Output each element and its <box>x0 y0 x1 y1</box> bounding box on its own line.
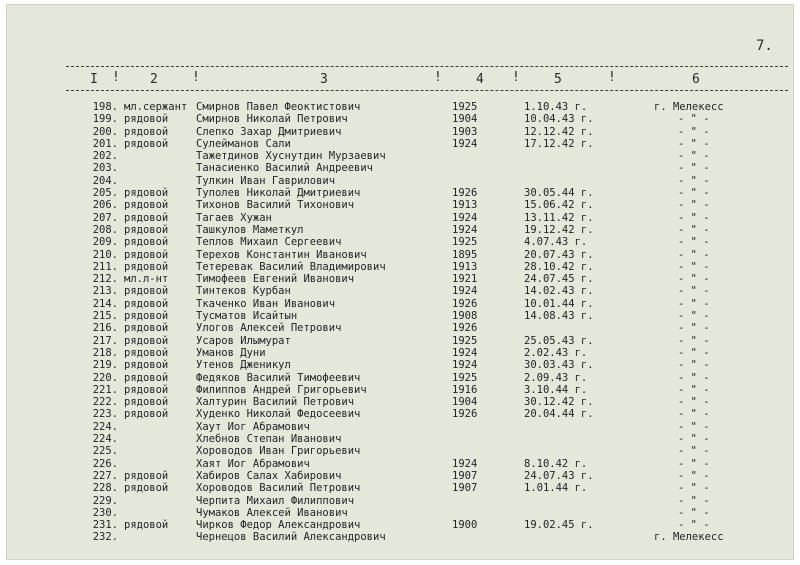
row-rank: рядовой <box>124 310 169 323</box>
row-rank: рядовой <box>124 137 169 150</box>
row-number: 201. <box>92 137 118 150</box>
row-birth-year: 1925 <box>452 371 478 384</box>
table-row <box>6 113 794 125</box>
row-birth-year: 1907 <box>452 482 478 495</box>
row-place: - " - <box>678 174 710 187</box>
header-separator: ! <box>608 70 616 85</box>
row-place: - " - <box>678 396 710 409</box>
row-place: - " - <box>678 445 710 458</box>
row-date: 13.11.42 г. <box>524 211 594 224</box>
row-birth-year: 1925 <box>452 236 478 249</box>
table-row <box>6 482 794 494</box>
table-row <box>6 212 794 224</box>
row-date: 15.06.42 г. <box>524 199 594 212</box>
row-place: - " - <box>678 273 710 286</box>
header-top-rule <box>66 66 788 67</box>
header-separator: ! <box>434 70 442 85</box>
table-row <box>6 298 794 310</box>
row-rank: мл.сержант <box>124 101 188 113</box>
row-date: 20.04.44 г. <box>524 408 594 421</box>
row-date: 2.02.43 г. <box>524 346 588 359</box>
row-date: 30.12.42 г. <box>524 396 594 409</box>
table-row <box>6 126 794 138</box>
row-birth-year: 1907 <box>452 469 478 482</box>
table-row <box>6 519 794 531</box>
row-place: - " - <box>678 322 710 335</box>
row-full-name: Хороводов Василий Петрович <box>196 482 361 495</box>
header-col-3: 3 <box>320 72 329 87</box>
row-number: 227. <box>92 469 118 482</box>
row-full-name: Федяков Василий Тимофеевич <box>196 371 361 384</box>
row-place: - " - <box>678 248 710 261</box>
row-birth-year: 1916 <box>452 383 478 396</box>
table-row <box>6 372 794 384</box>
header-col-5: 5 <box>554 72 563 87</box>
row-date: 8.10.42 г. <box>524 457 588 470</box>
row-number: 218. <box>92 346 118 359</box>
row-place: - " - <box>678 150 710 163</box>
roster-table <box>6 101 794 544</box>
row-date: 10.04.43 г. <box>524 113 594 126</box>
row-full-name: Чумаков Алексей Иванович <box>196 506 348 519</box>
table-row <box>6 347 794 359</box>
row-date: 4.07.43 г. <box>524 236 588 249</box>
row-birth-year: 1924 <box>452 285 478 298</box>
row-place: - " - <box>678 223 710 236</box>
table-row <box>6 470 794 482</box>
row-date: 19.12.42 г. <box>524 223 594 236</box>
row-full-name: Тинтеков Курбан <box>196 285 291 298</box>
row-number: 200. <box>92 125 118 138</box>
row-birth-year: 1924 <box>452 346 478 359</box>
row-full-name: Халтурин Василий Петрович <box>196 396 355 409</box>
header-separator: ! <box>512 70 520 85</box>
row-date: 28.10.42 г. <box>524 260 594 273</box>
row-birth-year: 1895 <box>452 248 478 261</box>
row-birth-year: 1900 <box>452 519 478 532</box>
row-rank: рядовой <box>124 236 169 249</box>
row-full-name: Терехов Константин Иванович <box>196 248 367 261</box>
row-place: - " - <box>678 187 710 200</box>
header-separator: ! <box>192 70 200 85</box>
row-place: - " - <box>678 211 710 224</box>
table-row <box>6 261 794 273</box>
row-number: 203. <box>92 162 118 175</box>
row-number: 223. <box>92 408 118 421</box>
row-rank: рядовой <box>124 322 169 335</box>
row-number: 217. <box>92 334 118 347</box>
table-row <box>6 249 794 261</box>
row-rank: рядовой <box>124 359 169 372</box>
table-row <box>6 310 794 322</box>
row-birth-year: 1924 <box>452 457 478 470</box>
row-number: 220. <box>92 371 118 384</box>
row-date: 24.07.43 г. <box>524 469 594 482</box>
row-birth-year: 1926 <box>452 187 478 200</box>
row-date: 30.05.44 г. <box>524 187 594 200</box>
row-full-name: Хабиров Салах Хабирович <box>196 469 342 482</box>
row-number: 210. <box>92 248 118 261</box>
row-full-name: Смирнов Павел Феоктистович <box>196 101 361 113</box>
table-row <box>6 101 794 113</box>
row-rank: рядовой <box>124 334 169 347</box>
row-place: - " - <box>678 359 710 372</box>
row-full-name: Филиппов Андрей Григорьевич <box>196 383 367 396</box>
row-rank: рядовой <box>124 211 169 224</box>
row-full-name: Смирнов Николай Петрович <box>196 113 348 126</box>
row-place: - " - <box>678 482 710 495</box>
table-row <box>6 138 794 150</box>
row-full-name: Хороводов Иван Григорьевич <box>196 445 361 458</box>
table-row <box>6 458 794 470</box>
row-full-name: Уманов Дуни <box>196 346 266 359</box>
row-birth-year: 1924 <box>452 137 478 150</box>
row-place: - " - <box>678 236 710 249</box>
row-number: 206. <box>92 199 118 212</box>
row-birth-year: 1926 <box>452 322 478 335</box>
row-rank: рядовой <box>124 297 169 310</box>
row-place: - " - <box>678 519 710 532</box>
header-col-1: I <box>90 72 99 87</box>
header-col-6: 6 <box>692 72 701 87</box>
table-row <box>6 273 794 285</box>
row-date: 14.02.43 г. <box>524 285 594 298</box>
table-row <box>6 495 794 507</box>
row-rank: рядовой <box>124 199 169 212</box>
row-date: 1.01.44 г. <box>524 482 588 495</box>
table-row <box>6 199 794 211</box>
row-date: 17.12.42 г. <box>524 137 594 150</box>
row-place: - " - <box>678 420 710 433</box>
row-date: 24.07.45 г. <box>524 273 594 286</box>
row-rank: рядовой <box>124 519 169 532</box>
row-date: 25.05.43 г. <box>524 334 594 347</box>
row-rank: рядовой <box>124 408 169 421</box>
row-date: 20.07.43 г. <box>524 248 594 261</box>
row-rank: рядовой <box>124 223 169 236</box>
row-birth-year: 1926 <box>452 408 478 421</box>
row-number: 207. <box>92 211 118 224</box>
row-number: 222. <box>92 396 118 409</box>
row-number: 205. <box>92 187 118 200</box>
row-number: 224. <box>92 433 118 446</box>
table-row <box>6 507 794 519</box>
header-col-4: 4 <box>476 72 485 87</box>
row-number: 229. <box>92 494 118 507</box>
page-number: 7. <box>756 38 773 54</box>
row-number: 225. <box>92 445 118 458</box>
row-place: - " - <box>678 457 710 470</box>
row-full-name: Чернецов Василий Александрович <box>196 531 386 544</box>
row-number: 211. <box>92 260 118 273</box>
row-rank: рядовой <box>124 285 169 298</box>
row-full-name: Ткаченко Иван Иванович <box>196 297 336 310</box>
row-number: 230. <box>92 506 118 519</box>
row-birth-year: 1903 <box>452 125 478 138</box>
row-birth-year: 1925 <box>452 101 478 113</box>
row-full-name: Улогов Алексей Петрович <box>196 322 342 335</box>
row-date: 30.03.43 г. <box>524 359 594 372</box>
row-place: - " - <box>678 260 710 273</box>
row-full-name: Усаров Илымурат <box>196 334 291 347</box>
row-rank: рядовой <box>124 248 169 261</box>
row-rank: рядовой <box>124 260 169 273</box>
row-rank: рядовой <box>124 187 169 200</box>
row-rank: рядовой <box>124 469 169 482</box>
table-row <box>6 531 794 543</box>
row-place: - " - <box>678 162 710 175</box>
row-full-name: Теплов Михаил Сергеевич <box>196 236 342 249</box>
row-number: 215. <box>92 310 118 323</box>
row-place: - " - <box>678 285 710 298</box>
header-bottom-rule <box>66 90 788 91</box>
row-place: - " - <box>678 383 710 396</box>
row-full-name: Сулейманов Сали <box>196 137 291 150</box>
row-full-name: Хаут Иог Абрамович <box>196 420 310 433</box>
row-full-name: Туполев Николай Дмитриевич <box>196 187 361 200</box>
row-full-name: Черпита Михаил Филиппович <box>196 494 355 507</box>
row-date: 3.10.44 г. <box>524 383 588 396</box>
row-birth-year: 1921 <box>452 273 478 286</box>
row-place: - " - <box>678 334 710 347</box>
row-rank: рядовой <box>124 482 169 495</box>
row-number: 213. <box>92 285 118 298</box>
row-full-name: Тихонов Василий Тихонович <box>196 199 355 212</box>
row-full-name: Тусматов Исайтын <box>196 310 298 323</box>
header-separator: ! <box>112 70 120 85</box>
row-full-name: Тетеревак Василий Владимирович <box>196 260 386 273</box>
row-place: - " - <box>678 125 710 138</box>
row-rank: рядовой <box>124 113 169 126</box>
table-row <box>6 335 794 347</box>
row-birth-year: 1924 <box>452 359 478 372</box>
row-place: г. Мелекесс <box>654 101 724 113</box>
row-place: - " - <box>678 433 710 446</box>
row-number: 216. <box>92 322 118 335</box>
row-number: 204. <box>92 174 118 187</box>
row-date: 19.02.45 г. <box>524 519 594 532</box>
table-row <box>6 285 794 297</box>
row-place: - " - <box>678 310 710 323</box>
row-number: 199. <box>92 113 118 126</box>
row-place: - " - <box>678 346 710 359</box>
table-row <box>6 150 794 162</box>
table-row <box>6 359 794 371</box>
row-full-name: Чирков Федор Александрович <box>196 519 361 532</box>
table-row <box>6 187 794 199</box>
row-number: 209. <box>92 236 118 249</box>
table-row <box>6 445 794 457</box>
table-row <box>6 322 794 334</box>
row-rank: мл.л-нт <box>124 273 169 286</box>
table-row <box>6 224 794 236</box>
row-place: - " - <box>678 199 710 212</box>
row-place: - " - <box>678 113 710 126</box>
row-number: 219. <box>92 359 118 372</box>
row-place: - " - <box>678 137 710 150</box>
row-rank: рядовой <box>124 346 169 359</box>
row-birth-year: 1924 <box>452 223 478 236</box>
row-place: - " - <box>678 506 710 519</box>
row-full-name: Утенов Дженикул <box>196 359 291 372</box>
row-number: 228. <box>92 482 118 495</box>
row-number: 208. <box>92 223 118 236</box>
row-date: 10.01.44 г. <box>524 297 594 310</box>
row-full-name: Хлебнов Степан Иванович <box>196 433 342 446</box>
row-birth-year: 1913 <box>452 260 478 273</box>
row-full-name: Тажетдинов Хуснутдин Мурзаевич <box>196 150 386 163</box>
row-full-name: Хаят Иог Абрамович <box>196 457 310 470</box>
row-birth-year: 1925 <box>452 334 478 347</box>
row-place: - " - <box>678 371 710 384</box>
row-number: 221. <box>92 383 118 396</box>
row-number: 224. <box>92 420 118 433</box>
table-row <box>6 236 794 248</box>
row-date: 1.10.43 г. <box>524 101 588 113</box>
row-full-name: Слепко Захар Дмитриевич <box>196 125 342 138</box>
table-row <box>6 408 794 420</box>
row-place: г. Мелекесс <box>654 531 724 544</box>
row-number: 226. <box>92 457 118 470</box>
row-birth-year: 1913 <box>452 199 478 212</box>
row-date: 2.09.43 г. <box>524 371 588 384</box>
row-rank: рядовой <box>124 396 169 409</box>
table-row <box>6 421 794 433</box>
document-page <box>6 4 794 560</box>
header-col-2: 2 <box>150 72 159 87</box>
row-number: 202. <box>92 150 118 163</box>
row-place: - " - <box>678 408 710 421</box>
row-number: 198. <box>92 101 118 113</box>
row-date: 12.12.42 г. <box>524 125 594 138</box>
row-rank: рядовой <box>124 371 169 384</box>
row-birth-year: 1926 <box>452 297 478 310</box>
table-row <box>6 162 794 174</box>
row-full-name: Худенко Николай Федосеевич <box>196 408 361 421</box>
row-number: 232. <box>92 531 118 544</box>
table-row <box>6 433 794 445</box>
table-row <box>6 175 794 187</box>
row-birth-year: 1924 <box>452 211 478 224</box>
table-row <box>6 384 794 396</box>
row-full-name: Тагаев Хужан <box>196 211 272 224</box>
row-full-name: Танасиенко Василий Андреевич <box>196 162 374 175</box>
row-birth-year: 1904 <box>452 396 478 409</box>
table-row <box>6 396 794 408</box>
row-number: 214. <box>92 297 118 310</box>
row-rank: рядовой <box>124 383 169 396</box>
row-rank: рядовой <box>124 125 169 138</box>
row-birth-year: 1904 <box>452 113 478 126</box>
row-date: 14.08.43 г. <box>524 310 594 323</box>
row-full-name: Тулкин Иван Гаврилович <box>196 174 336 187</box>
row-full-name: Ташкулов Маметкул <box>196 223 304 236</box>
row-place: - " - <box>678 297 710 310</box>
row-number: 212. <box>92 273 118 286</box>
row-full-name: Тимофеев Евгений Иванович <box>196 273 355 286</box>
row-birth-year: 1908 <box>452 310 478 323</box>
row-number: 231. <box>92 519 118 532</box>
row-place: - " - <box>678 469 710 482</box>
row-place: - " - <box>678 494 710 507</box>
